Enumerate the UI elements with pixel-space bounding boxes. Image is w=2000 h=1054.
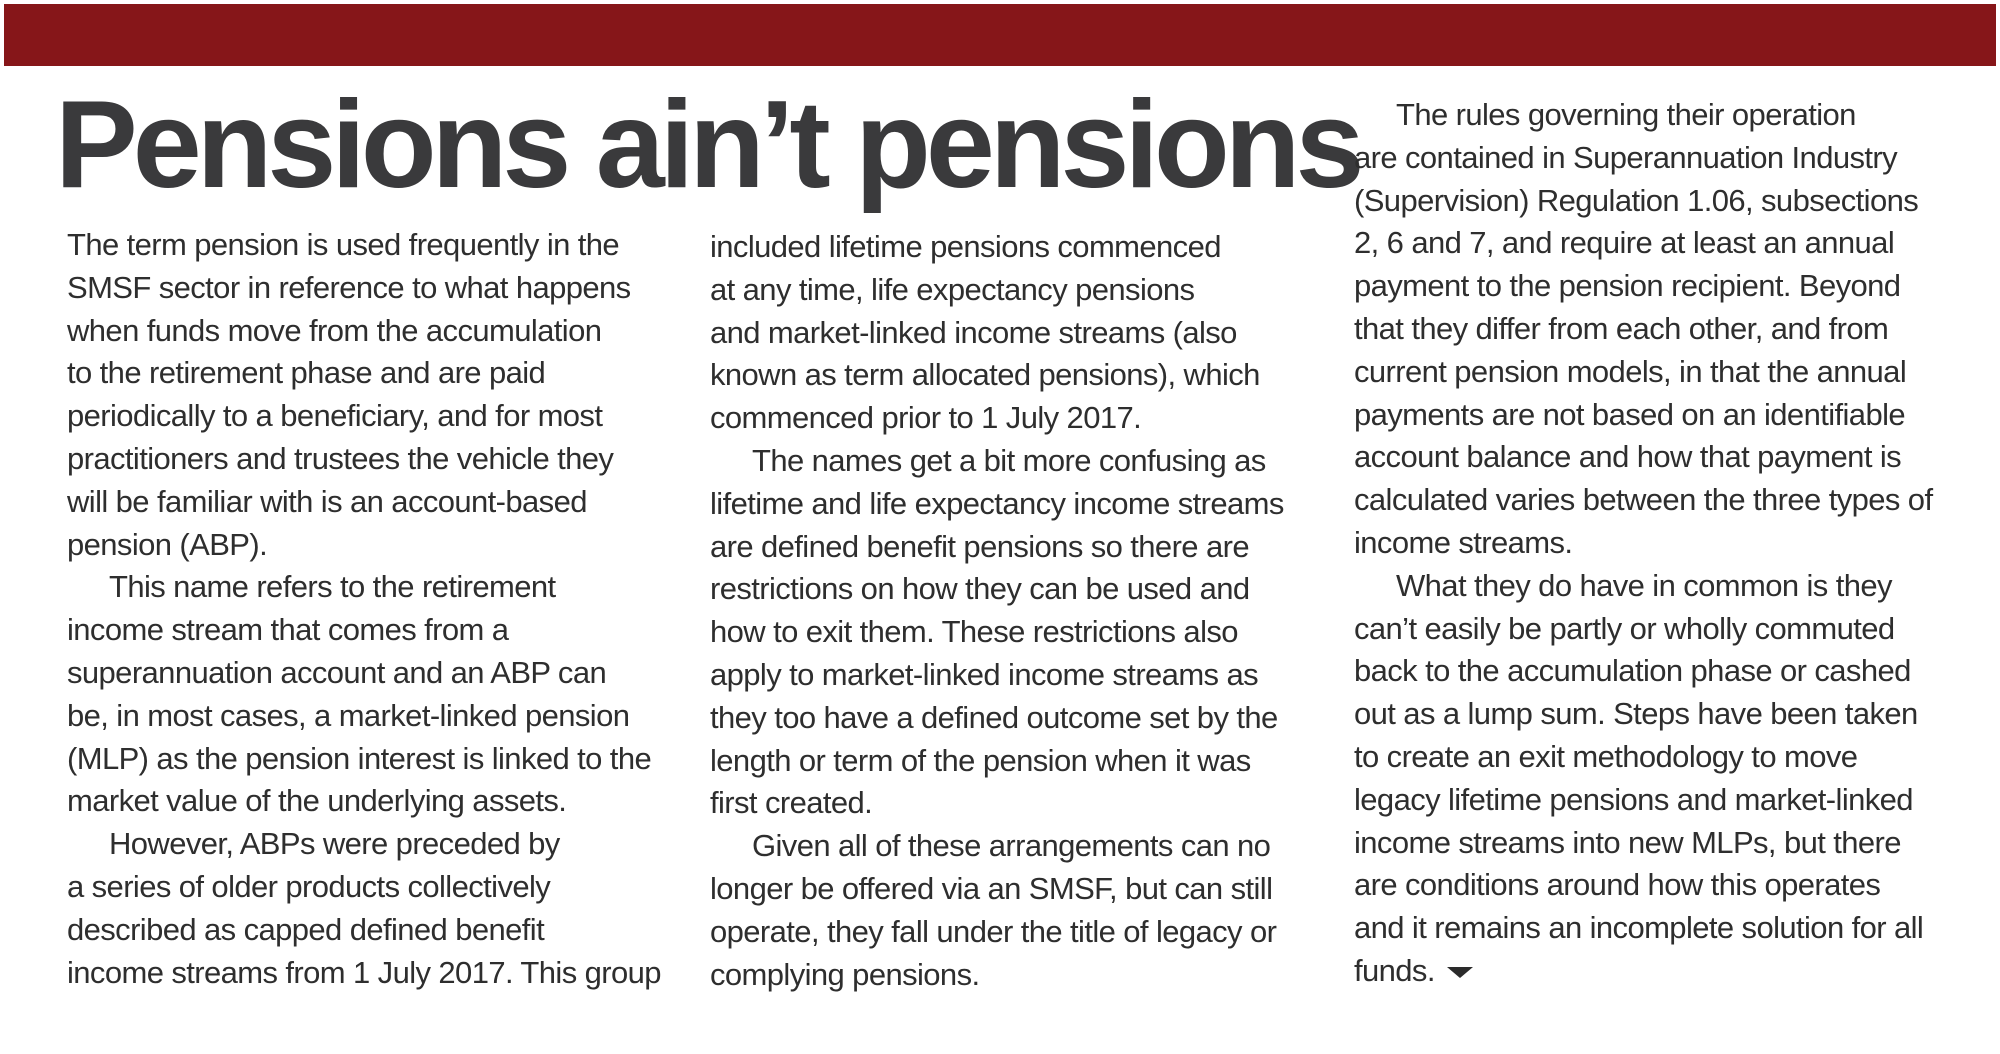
- article-title: Pensions ain’t pensions: [55, 76, 1360, 214]
- text-line-content: included lifetime pensions commenced: [710, 229, 1221, 264]
- text-line-content: practitioners and trustees the vehicle they: [67, 440, 614, 476]
- text-line: [1354, 265, 1954, 308]
- text-line: [710, 654, 1310, 697]
- text-line: [710, 483, 1310, 526]
- text-line: [1354, 693, 1954, 736]
- text-line: [710, 911, 1310, 954]
- text-line-content: The names get a bit more confusing as: [752, 442, 1266, 478]
- text-line-content: out as a lump sum. Steps have been taken: [1354, 696, 1918, 732]
- text-line-content: first created.: [710, 785, 873, 821]
- text-line-content: a series of older products collectively: [67, 868, 551, 904]
- text-line-content: to create an exit methodology to move: [1354, 738, 1858, 774]
- text-line: [710, 269, 1310, 312]
- text-line-content: and market-linked income streams (also: [710, 314, 1237, 350]
- text-line: [67, 909, 667, 952]
- text-line-content: legacy lifetime pensions and market-linked: [1354, 781, 1913, 817]
- text-line-content: The rules governing their operation: [1396, 97, 1856, 132]
- text-line: [1354, 394, 1954, 437]
- text-line-content: be, in most cases, a market-linked pension: [67, 697, 630, 733]
- text-line-content: payment to the pension recipient. Beyond: [1354, 268, 1901, 304]
- text-line-content: (MLP) as the pension interest is linked to the: [67, 740, 652, 776]
- text-line-content: how to exit them. These restrictions also: [710, 614, 1238, 650]
- text-line-content: when funds move from the accumulation: [67, 312, 602, 348]
- text-line-content: and it remains an incomplete solution for all: [1354, 910, 1924, 946]
- text-line-content: back to the accumulation phase or cashed: [1354, 653, 1911, 689]
- text-line: [710, 440, 1310, 483]
- text-line: [710, 226, 1310, 269]
- text-line: [67, 866, 667, 909]
- text-line: [67, 566, 667, 609]
- text-line: [710, 868, 1310, 911]
- text-line: [1354, 94, 1954, 137]
- text-line: [710, 740, 1310, 783]
- text-line-content: that they differ from each other, and from: [1354, 310, 1889, 346]
- text-line: [1354, 308, 1954, 351]
- text-line: [1354, 522, 1954, 565]
- text-line: [67, 224, 667, 267]
- text-line: [67, 695, 667, 738]
- text-line-content: The term pension is used frequently in the: [67, 227, 620, 262]
- text-line: [67, 780, 667, 823]
- text-line: [67, 395, 667, 438]
- text-line-content: This name refers to the retirement: [109, 569, 556, 605]
- text-line: [1354, 950, 1954, 993]
- text-line-content: operate, they fall under the title of legacy or: [710, 913, 1277, 949]
- text-line-content: complying pensions.: [710, 956, 980, 992]
- text-line-content: calculated varies between the three types of: [1354, 482, 1933, 518]
- text-line-content: restrictions on how they can be used and: [710, 571, 1250, 607]
- text-line: [1354, 650, 1954, 693]
- text-line: [67, 652, 667, 695]
- text-line-content: funds.: [1354, 952, 1435, 988]
- text-line-content: What they do have in common is they: [1396, 567, 1892, 603]
- text-line: [67, 438, 667, 481]
- text-line-content: are contained in Superannuation Industry: [1354, 139, 1898, 175]
- text-line: [67, 738, 667, 781]
- text-line: [710, 568, 1310, 611]
- text-line-content: will be familiar with is an account-based: [67, 483, 587, 519]
- text-line-content: SMSF sector in reference to what happens: [67, 269, 631, 305]
- text-column-2: [710, 226, 1310, 996]
- text-line: [710, 354, 1310, 397]
- text-line-content: pension (ABP).: [67, 526, 268, 562]
- text-line-content: are conditions around how this operates: [1354, 867, 1881, 903]
- text-line-content: commenced prior to 1 July 2017.: [710, 400, 1142, 436]
- text-line-content: account balance and how that payment is: [1354, 439, 1902, 475]
- text-line-content: current pension models, in that the annual: [1354, 353, 1907, 389]
- text-line: [1354, 351, 1954, 394]
- text-line-content: described as capped defined benefit: [67, 911, 545, 947]
- text-line-content: length or term of the pension when it was: [710, 742, 1251, 778]
- text-line-content: apply to market-linked income streams as: [710, 656, 1259, 692]
- text-line: [710, 697, 1310, 740]
- text-line: [67, 823, 667, 866]
- text-line-content: However, ABPs were preceded by: [109, 826, 560, 862]
- text-line: [710, 825, 1310, 868]
- text-line: [710, 611, 1310, 654]
- text-column-1: [67, 224, 667, 994]
- text-line: [67, 267, 667, 310]
- text-line-content: periodically to a beneficiary, and for most: [67, 398, 603, 434]
- text-line: [1354, 565, 1954, 608]
- text-line-content: known as term allocated pensions), which: [710, 357, 1260, 393]
- text-line: [1354, 864, 1954, 907]
- text-line: [710, 954, 1310, 997]
- text-line-content: income streams.: [1354, 524, 1573, 560]
- text-line: [1354, 436, 1954, 479]
- text-line-content: income stream that comes from a: [67, 612, 509, 648]
- text-line: [67, 481, 667, 524]
- text-line: [1354, 180, 1954, 223]
- text-line-content: they too have a defined outcome set by the: [710, 699, 1278, 735]
- text-line-content: payments are not based on an identifiable: [1354, 396, 1906, 432]
- text-line-content: are defined benefit pensions so there are: [710, 528, 1249, 564]
- text-line-content: income streams from 1 July 2017. This group: [67, 954, 661, 990]
- text-line: [1354, 137, 1954, 180]
- text-line: [1354, 736, 1954, 779]
- text-line: [1354, 479, 1954, 522]
- text-line-content: market value of the underlying assets.: [67, 783, 567, 819]
- text-column-3: [1354, 94, 1954, 993]
- header-bar: [4, 4, 1996, 66]
- text-line-content: to the retirement phase and are paid: [67, 355, 546, 391]
- down-triangle-icon: [1447, 967, 1473, 978]
- text-line: [1354, 822, 1954, 865]
- text-line: [67, 524, 667, 567]
- text-line: [67, 609, 667, 652]
- text-line: [67, 310, 667, 353]
- text-line-content: lifetime and life expectancy income streams: [710, 485, 1284, 521]
- text-line: [67, 352, 667, 395]
- text-line: [1354, 222, 1954, 265]
- text-line: [1354, 608, 1954, 651]
- text-line-content: can’t easily be partly or wholly commuted: [1354, 610, 1895, 646]
- text-line-content: longer be offered via an SMSF, but can still: [710, 870, 1273, 906]
- text-line: [1354, 907, 1954, 950]
- text-line-content: at any time, life expectancy pensions: [710, 271, 1195, 307]
- text-line-content: income streams into new MLPs, but there: [1354, 824, 1901, 860]
- text-line: [710, 397, 1310, 440]
- text-line: [710, 782, 1310, 825]
- text-line: [1354, 779, 1954, 822]
- text-line: [710, 312, 1310, 355]
- text-line-content: superannuation account and an ABP can: [67, 654, 607, 690]
- text-line: [710, 526, 1310, 569]
- text-line: [67, 952, 667, 995]
- text-line-content: (Supervision) Regulation 1.06, subsections: [1354, 182, 1919, 218]
- text-line-content: Given all of these arrangements can no: [752, 828, 1271, 864]
- text-line-content: 2, 6 and 7, and require at least an annual: [1354, 225, 1895, 261]
